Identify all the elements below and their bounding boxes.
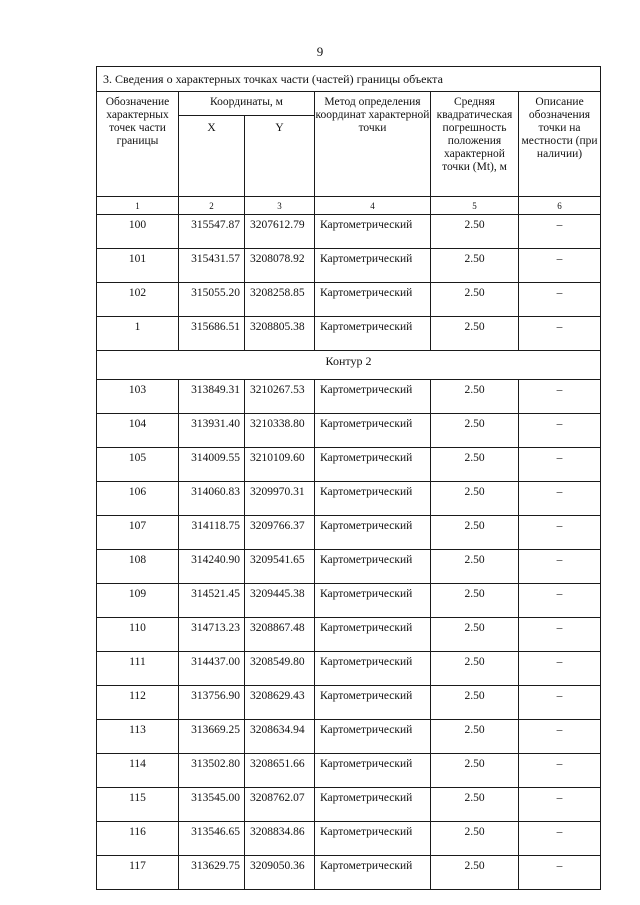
table-row [97, 720, 601, 754]
y-coordinate-cell: 3207612.79 [245, 215, 315, 249]
x-coordinate-cell: 315055.20 [179, 283, 245, 317]
x-coordinate-cell: 314437.00 [179, 652, 245, 686]
table-body-group-1 [97, 215, 601, 351]
error-cell: 2.50 [431, 550, 519, 584]
table-row [97, 249, 601, 283]
description-cell: – [519, 516, 601, 550]
method-cell: Картометрический [315, 414, 431, 448]
y-coordinate-cell: 3210109.60 [245, 448, 315, 482]
x-coordinate-cell: 315431.57 [179, 249, 245, 283]
point-id-cell: 110 [97, 618, 179, 652]
column-number: 4 [315, 197, 431, 215]
description-cell: – [519, 856, 601, 890]
y-coordinate-cell: 3208258.85 [245, 283, 315, 317]
table-body-group-2 [97, 380, 601, 890]
y-coordinate-cell: 3208762.07 [245, 788, 315, 822]
y-coordinate-cell: 3209541.65 [245, 550, 315, 584]
description-cell: – [519, 448, 601, 482]
y-coordinate-cell: 3208078.92 [245, 249, 315, 283]
x-coordinate-cell: 314521.45 [179, 584, 245, 618]
section-title: 3. Сведения о характерных точках части (частей) границы объекта [97, 67, 601, 92]
error-cell: 2.50 [431, 283, 519, 317]
description-cell: – [519, 652, 601, 686]
y-coordinate-cell: 3209445.38 [245, 584, 315, 618]
column-number: 3 [245, 197, 315, 215]
point-id-cell: 107 [97, 516, 179, 550]
method-cell: Картометрический [315, 448, 431, 482]
y-coordinate-cell: 3208634.94 [245, 720, 315, 754]
header-method: Метод определения координат характерной точки [315, 92, 431, 197]
table-row [97, 448, 601, 482]
error-cell: 2.50 [431, 754, 519, 788]
table-row [97, 380, 601, 414]
x-coordinate-cell: 313629.75 [179, 856, 245, 890]
table-row [97, 550, 601, 584]
table-row [97, 788, 601, 822]
point-id-cell: 117 [97, 856, 179, 890]
column-number: 2 [179, 197, 245, 215]
point-id-cell: 115 [97, 788, 179, 822]
table-row [97, 652, 601, 686]
description-cell: – [519, 822, 601, 856]
y-coordinate-cell: 3208805.38 [245, 317, 315, 351]
method-cell: Картометрический [315, 652, 431, 686]
header-y: Y [245, 116, 315, 197]
point-id-cell: 104 [97, 414, 179, 448]
y-coordinate-cell: 3208549.80 [245, 652, 315, 686]
column-number: 5 [431, 197, 519, 215]
description-cell: – [519, 788, 601, 822]
x-coordinate-cell: 313756.90 [179, 686, 245, 720]
error-cell: 2.50 [431, 516, 519, 550]
description-cell: – [519, 754, 601, 788]
table-row [97, 754, 601, 788]
description-cell: – [519, 550, 601, 584]
method-cell: Картометрический [315, 482, 431, 516]
point-id-cell: 106 [97, 482, 179, 516]
method-cell: Картометрический [315, 788, 431, 822]
table-row [97, 482, 601, 516]
table-row [97, 414, 601, 448]
description-cell: – [519, 249, 601, 283]
method-cell: Картометрический [315, 317, 431, 351]
x-coordinate-cell: 313545.00 [179, 788, 245, 822]
y-coordinate-cell: 3208629.43 [245, 686, 315, 720]
point-id-cell: 101 [97, 249, 179, 283]
header-error: Средняя квадратическая погрешность положения характерной точки (Mt), м [431, 92, 519, 197]
error-cell: 2.50 [431, 822, 519, 856]
x-coordinate-cell: 313502.80 [179, 754, 245, 788]
table-row [97, 822, 601, 856]
x-coordinate-cell: 314009.55 [179, 448, 245, 482]
error-cell: 2.50 [431, 618, 519, 652]
error-cell: 2.50 [431, 584, 519, 618]
point-id-cell: 103 [97, 380, 179, 414]
y-coordinate-cell: 3209766.37 [245, 516, 315, 550]
y-coordinate-cell: 3209050.36 [245, 856, 315, 890]
error-cell: 2.50 [431, 482, 519, 516]
column-number: 6 [519, 197, 601, 215]
x-coordinate-cell: 313669.25 [179, 720, 245, 754]
point-id-cell: 112 [97, 686, 179, 720]
method-cell: Картометрический [315, 283, 431, 317]
error-cell: 2.50 [431, 686, 519, 720]
column-number: 1 [97, 197, 179, 215]
error-cell: 2.50 [431, 249, 519, 283]
error-cell: 2.50 [431, 652, 519, 686]
x-coordinate-cell: 314060.83 [179, 482, 245, 516]
method-cell: Картометрический [315, 516, 431, 550]
description-cell: – [519, 215, 601, 249]
method-cell: Картометрический [315, 754, 431, 788]
description-cell: – [519, 720, 601, 754]
x-coordinate-cell: 314713.23 [179, 618, 245, 652]
error-cell: 2.50 [431, 788, 519, 822]
point-id-cell: 102 [97, 283, 179, 317]
point-id-cell: 116 [97, 822, 179, 856]
table-row [97, 584, 601, 618]
x-coordinate-cell: 314118.75 [179, 516, 245, 550]
table-row [97, 856, 601, 890]
error-cell: 2.50 [431, 317, 519, 351]
error-cell: 2.50 [431, 414, 519, 448]
description-cell: – [519, 380, 601, 414]
method-cell: Картометрический [315, 249, 431, 283]
method-cell: Картометрический [315, 584, 431, 618]
method-cell: Картометрический [315, 215, 431, 249]
description-cell: – [519, 584, 601, 618]
point-id-cell: 100 [97, 215, 179, 249]
x-coordinate-cell: 314240.90 [179, 550, 245, 584]
method-cell: Картометрический [315, 380, 431, 414]
boundary-points-table [96, 66, 601, 890]
contour-row [97, 351, 601, 380]
description-cell: – [519, 482, 601, 516]
description-cell: – [519, 317, 601, 351]
x-coordinate-cell: 313931.40 [179, 414, 245, 448]
point-id-cell: 113 [97, 720, 179, 754]
method-cell: Картометрический [315, 550, 431, 584]
error-cell: 2.50 [431, 448, 519, 482]
header-coordinates: Координаты, м [179, 92, 315, 116]
y-coordinate-cell: 3210338.80 [245, 414, 315, 448]
description-cell: – [519, 686, 601, 720]
table-row [97, 317, 601, 351]
y-coordinate-cell: 3210267.53 [245, 380, 315, 414]
table-row [97, 283, 601, 317]
method-cell: Картометрический [315, 686, 431, 720]
y-coordinate-cell: 3209970.31 [245, 482, 315, 516]
point-id-cell: 114 [97, 754, 179, 788]
point-id-cell: 108 [97, 550, 179, 584]
point-id-cell: 111 [97, 652, 179, 686]
x-coordinate-cell: 315686.51 [179, 317, 245, 351]
x-coordinate-cell: 313849.31 [179, 380, 245, 414]
table-row [97, 516, 601, 550]
contour-label: Контур 2 [97, 351, 601, 380]
header-description: Описание обозначения точки на местности (при наличии) [519, 92, 601, 197]
method-cell: Картометрический [315, 822, 431, 856]
y-coordinate-cell: 3208834.86 [245, 822, 315, 856]
x-coordinate-cell: 313546.65 [179, 822, 245, 856]
header-x: X [179, 116, 245, 197]
y-coordinate-cell: 3208867.48 [245, 618, 315, 652]
error-cell: 2.50 [431, 380, 519, 414]
table-row [97, 618, 601, 652]
description-cell: – [519, 283, 601, 317]
method-cell: Картометрический [315, 618, 431, 652]
column-number-row [97, 197, 601, 215]
table-row [97, 215, 601, 249]
method-cell: Картометрический [315, 720, 431, 754]
contour-section [97, 351, 601, 380]
point-id-cell: 109 [97, 584, 179, 618]
error-cell: 2.50 [431, 720, 519, 754]
error-cell: 2.50 [431, 215, 519, 249]
point-id-cell: 105 [97, 448, 179, 482]
point-id-cell: 1 [97, 317, 179, 351]
description-cell: – [519, 618, 601, 652]
y-coordinate-cell: 3208651.66 [245, 754, 315, 788]
page-number: 9 [316, 44, 324, 59]
table-row [97, 686, 601, 720]
method-cell: Картометрический [315, 856, 431, 890]
x-coordinate-cell: 315547.87 [179, 215, 245, 249]
description-cell: – [519, 414, 601, 448]
header-designation: Обозначение характерных точек части границы [97, 92, 179, 197]
error-cell: 2.50 [431, 856, 519, 890]
